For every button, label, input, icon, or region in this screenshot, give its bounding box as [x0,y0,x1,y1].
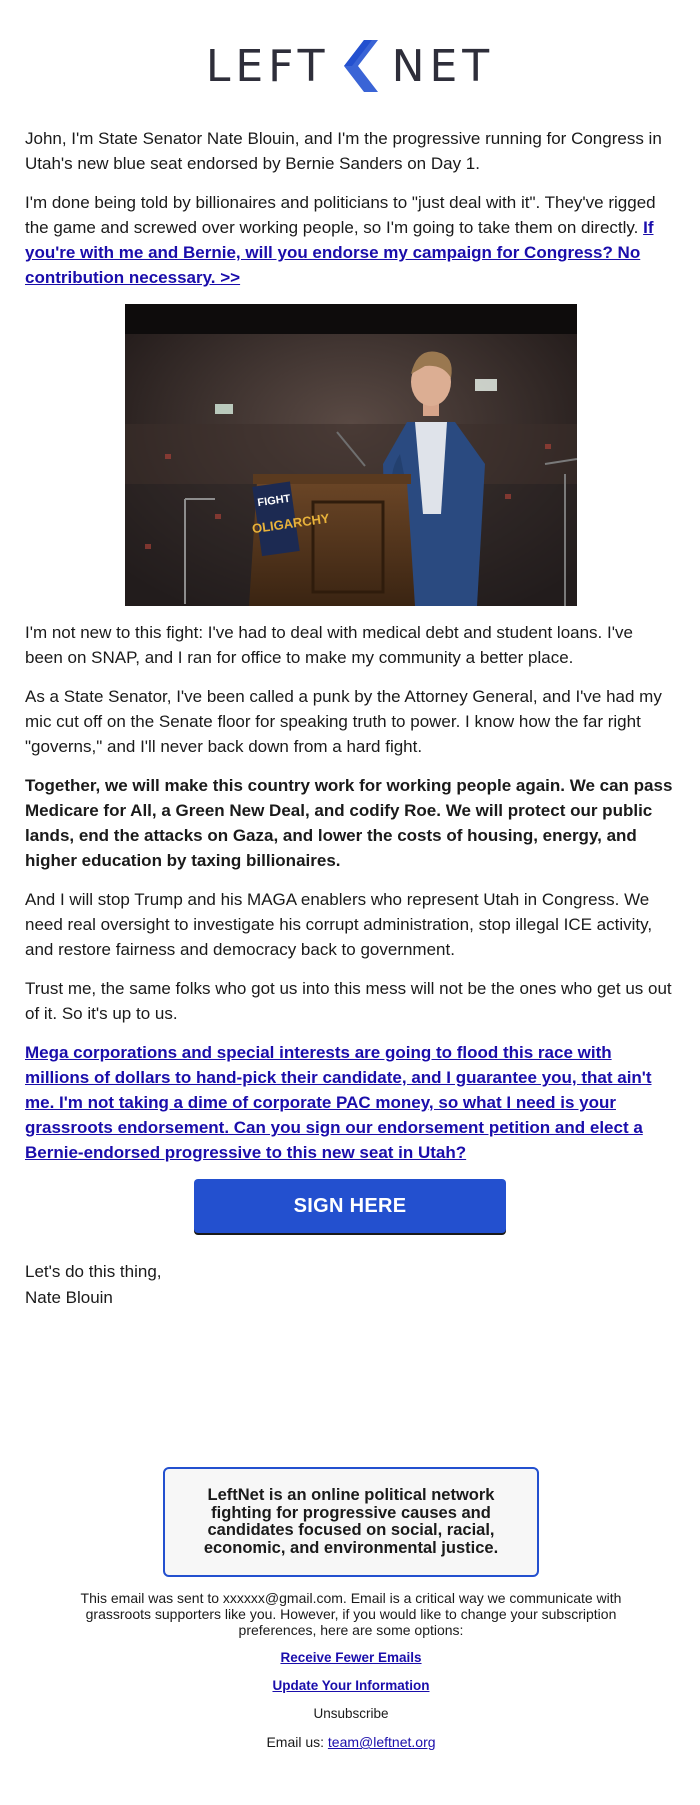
cta-container [25,1179,675,1233]
endorse-link[interactable]: If you're with me and Bernie, will you endorse my campaign for Congress? No contribution necessary. >> [25,218,654,287]
update-information-link[interactable]: Update Your Information [272,1678,430,1693]
paragraph-background: I'm not new to this fight: I've had to deal with medical debt and student loans. I've been on SNAP, and I ran for office to make my community a better place. [25,623,633,667]
petition-link[interactable]: Mega corporations and special interests are going to flood this race with millions of dollars to hand-pick their candidate, and I guarantee you, that ain't me. I'm not taking a dime of corporate PAC money, so what I need is your grassroots endorsement. Can you sign our endorsement petition and elect a Bernie-endorsed progressive to this new seat in Utah? [25,1043,652,1162]
unsubscribe-link[interactable]: Unsubscribe [313,1706,389,1721]
logo-word-left: LEFT [205,40,330,92]
signoff [25,1259,675,1311]
contact-email-link[interactable]: team@leftnet.org [327,1734,436,1750]
paragraph-trump: And I will stop Trump and his MAGA enablers who represent Utah in Congress. We need real oversight to investigate his corrupt administration, stop illegal ICE activity, and restore fairness and democracy back to government. [25,890,653,959]
paragraph-platform: Together, we will make this country work for working people again. We can pass Medicare for All, a Green New Deal, and codify Roe. We will protect our public lands, end the attacks on Gaza, and lower the costs of housing, energy, and higher education by taxing billionaires. [25,776,673,870]
signoff-line: Let's do this thing, [25,1262,162,1281]
logo-word-right: NET [391,40,495,92]
email-body [25,126,675,1311]
email-us [70,1734,632,1750]
signature-name: Nate Blouin [25,1288,113,1307]
paragraph-state-senator: As a State Senator, I've been called a punk by the Attorney General, and I've had my mic cut off on the Senate floor for speaking truth to power. I know how the far right "governs," and I'll never back down from a hard fight. [25,687,662,756]
footer-notice: This email was sent to xxxxxx@gmail.com. Email is a critical way we communicate with grassroots supporters like you. However, if you would like to change your subscription preferences, here are some options: [80,1590,622,1638]
email-us-label: Email us: [266,1734,328,1750]
podium-sign-line1: FIGHT [256,492,292,510]
paragraph-intro: John, I'm State Senator Nate Blouin, and I'm the progressive running for Congress in Utah's new blue seat endorsed by Bernie Sanders on Day 1. [25,129,662,173]
campaign-photo[interactable] [125,304,577,606]
email-footer [70,1590,632,1750]
about-text: LeftNet is an online political network fighting for progressive causes and candidates focused on social, racial, economic, and environmental justice. [203,1486,499,1557]
paragraph-petition [25,1040,675,1165]
podium-sign-line2: OLIGARCHY [251,510,331,537]
leftnet-about-box [163,1467,539,1577]
paragraph-rigged [25,190,675,290]
receive-fewer-emails-link[interactable]: Receive Fewer Emails [280,1650,422,1665]
paragraph-rigged-text: I'm done being told by billionaires and politicians to "just deal with it". They've rigged the game and screwed over working people, so I'm going to take them on directly. [25,193,656,237]
paragraph-trust: Trust me, the same folks who got us into this mess will not be the ones who get us out of it. So it's up to us. [25,979,672,1023]
chevron-left-icon [338,40,378,92]
sign-here-button[interactable]: SIGN HERE [194,1179,506,1233]
leftnet-logo [0,38,700,94]
